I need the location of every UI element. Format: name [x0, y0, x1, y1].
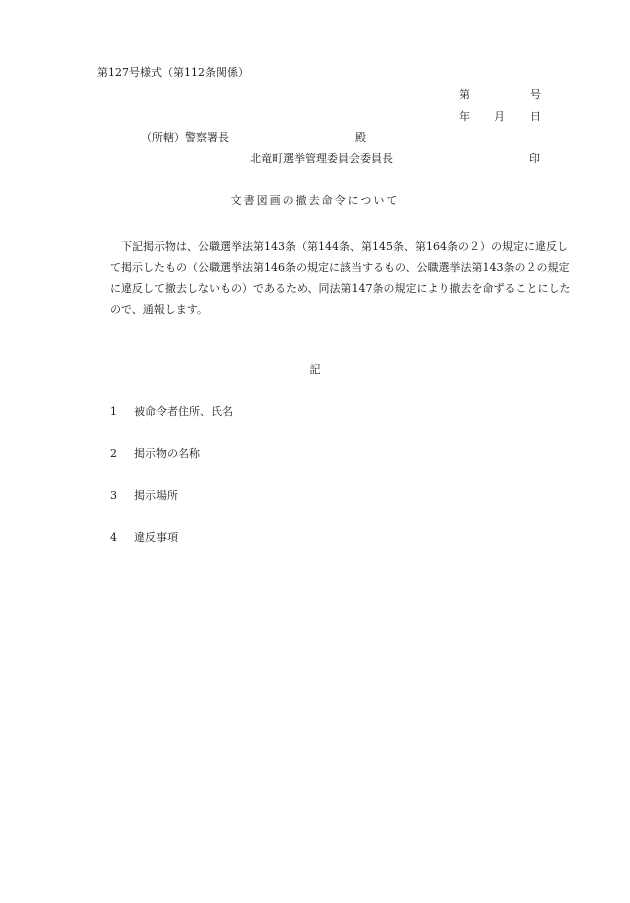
recipient-honorific: 殿: [355, 131, 366, 144]
list-item: [110, 405, 233, 419]
document-number-prefix: 第: [459, 88, 470, 101]
recipient-name: （所轄）警察署長: [141, 131, 229, 144]
list-item: [110, 489, 178, 503]
date-month-label: 月: [494, 110, 505, 123]
list-item-number: 4: [110, 531, 117, 544]
seal-mark: 印: [529, 152, 540, 165]
list-item-label: 違反事項: [134, 531, 178, 544]
document-title: 文書図画の撤去命令について: [230, 194, 400, 207]
list-item: [110, 531, 178, 545]
list-item-number: 3: [110, 489, 117, 502]
sender-name: 北竜町選挙管理委員会委員長: [250, 152, 393, 165]
list-item: [110, 447, 200, 461]
list-item-label: 掲示場所: [134, 489, 178, 502]
list-item-label: 被命令者住所、氏名: [134, 405, 233, 418]
date-year-label: 年: [459, 110, 470, 123]
document-body: 下記掲示物は、公職選挙法第143条（第144条、第145条、第164条の２）の規定に違反して掲示したもの（公職選挙法第146条の規定に該当するもの、公職選挙法第143条の２の規定に違反して撤去しないもの）であるため、同法第147条の規定により撤去を命ずることにしたので、通報します。: [110, 240, 571, 316]
list-item-number: 2: [110, 447, 117, 460]
date-day-label: 日: [530, 110, 541, 123]
ki-heading: 記: [309, 363, 321, 376]
form-identifier: 第127号様式（第112条関係）: [97, 66, 249, 79]
list-item-number: 1: [110, 405, 117, 418]
document-number-suffix: 号: [530, 88, 541, 101]
list-item-label: 掲示物の名称: [134, 447, 200, 460]
